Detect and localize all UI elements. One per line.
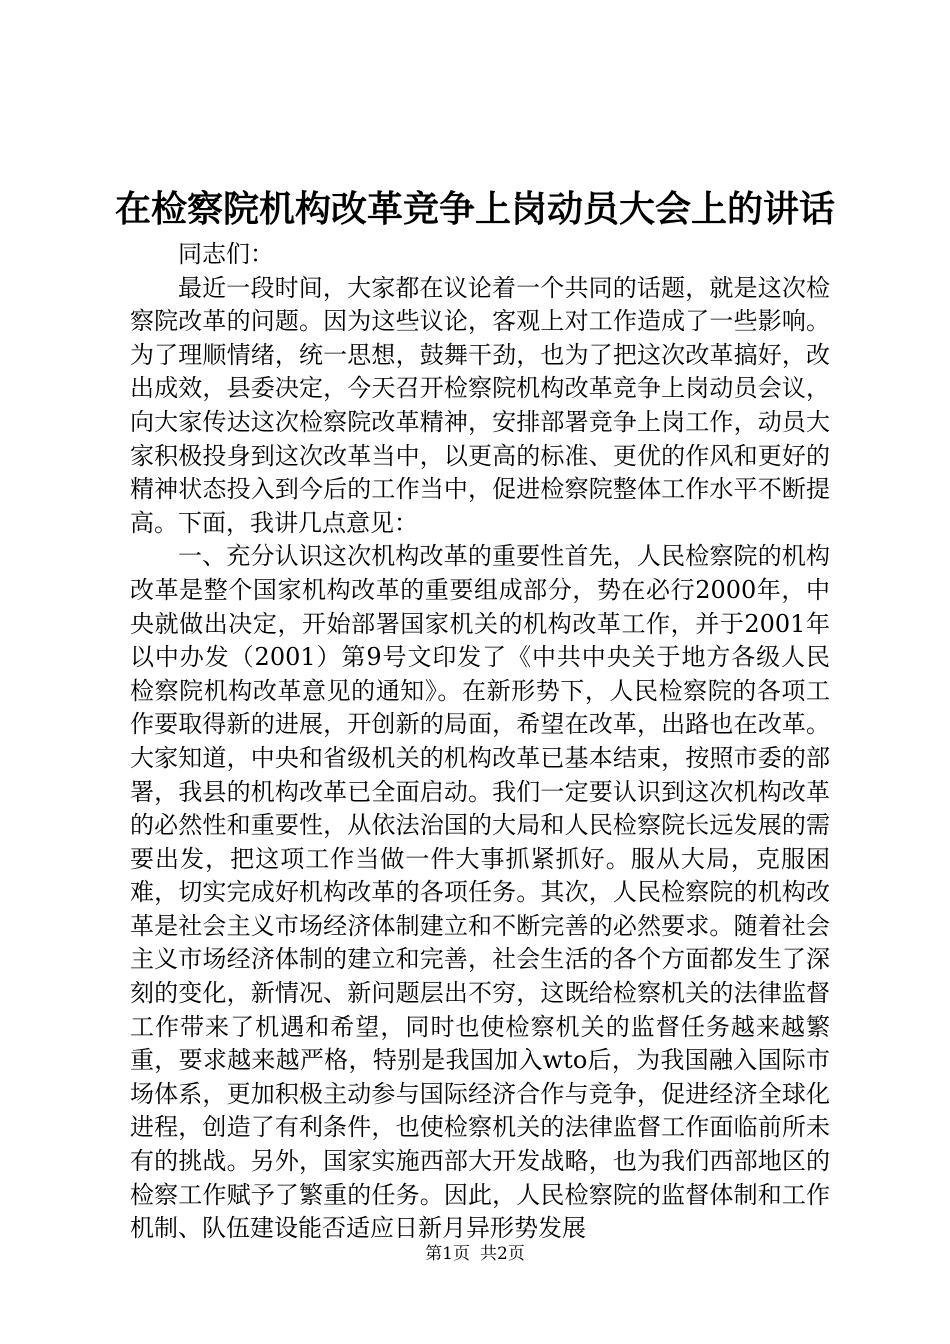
page-number: 第1页 [425,1244,470,1264]
document-title: 在检察院机构改革竞争上岗动员大会上的讲话 [114,188,835,230]
paragraph-section-one: 一、充分认识这次机构改革的重要性首先，人民检察院的机构改革是整个国家机构改革的重要组成部分，势在必行2000年，中央就做出决定，开始部署国家机关的机构改革工作，并于2001年以中办发（2001）第9号文印发了《中共中央关于地方各级人民检察院机构改革意见的通知》。在新形势下，人民检察院的各项工作要取得新的进展，开创新的局面，希望在改革，出路也在改革。大家知道，中央和省级机关的机构改革已基本结束，按照市委的部署，我县的机构改革已全面启动。我们一定要认识到这次机构改革的必然性和重要性，从依法治国的大局和人民检察院长远发展的需要出发，把这项工作当做一件大事抓紧抓好。服从大局，克服困难，切实完成好机构改革的各项任务。其次，人民检察院的机构改革是社会主义市场经济体制建立和不断完善的必然要求。随着社会主义市场经济体制的建立和完善，社会生活的各个方面都发生了深刻的变化，新情况、新问题层出不穷，这既给检察机关的法律监督工作带来了机遇和希望，同时也使检察机关的监督任务越来越繁重，要求越来越严格，特别是我国加入wto后，为我国融入国际市场体系，更加积极主动参与国际经济合作与竞争，促进经济全球化进程，创造了有利条件，也使检察机关的法律监督工作面临前所未有的挑战。另外，国家实施西部大开发战略，也为我们西部地区的检察工作赋予了繁重的任务。因此，人民检察院的监督体制和工作机制、队伍建设能否适应日新月异形势发展 [130,542,830,1243]
page-total: 共2页 [480,1244,525,1264]
paragraph-intro: 最近一段时间，大家都在议论着一个共同的话题，就是这次检察院改革的问题。因为这些议论，客观上对工作造成了一些影响。为了理顺情绪，统一思想，鼓舞干劲，也为了把这次改革搞好，改出成效，县委决定，今天召开检察院机构改革竞争上岗动员会议，向大家传达这次检察院改革精神，安排部署竞争上岗工作，动员大家积极投身到这次改革当中，以更高的标准、更优的作风和更好的精神状态投入到今后的工作当中，促进检察院整体工作水平不断提高。下面，我讲几点意见： [130,273,830,537]
page-footer [0,1242,950,1266]
salutation: 同志们： [178,240,274,268]
document-body [130,238,830,1246]
